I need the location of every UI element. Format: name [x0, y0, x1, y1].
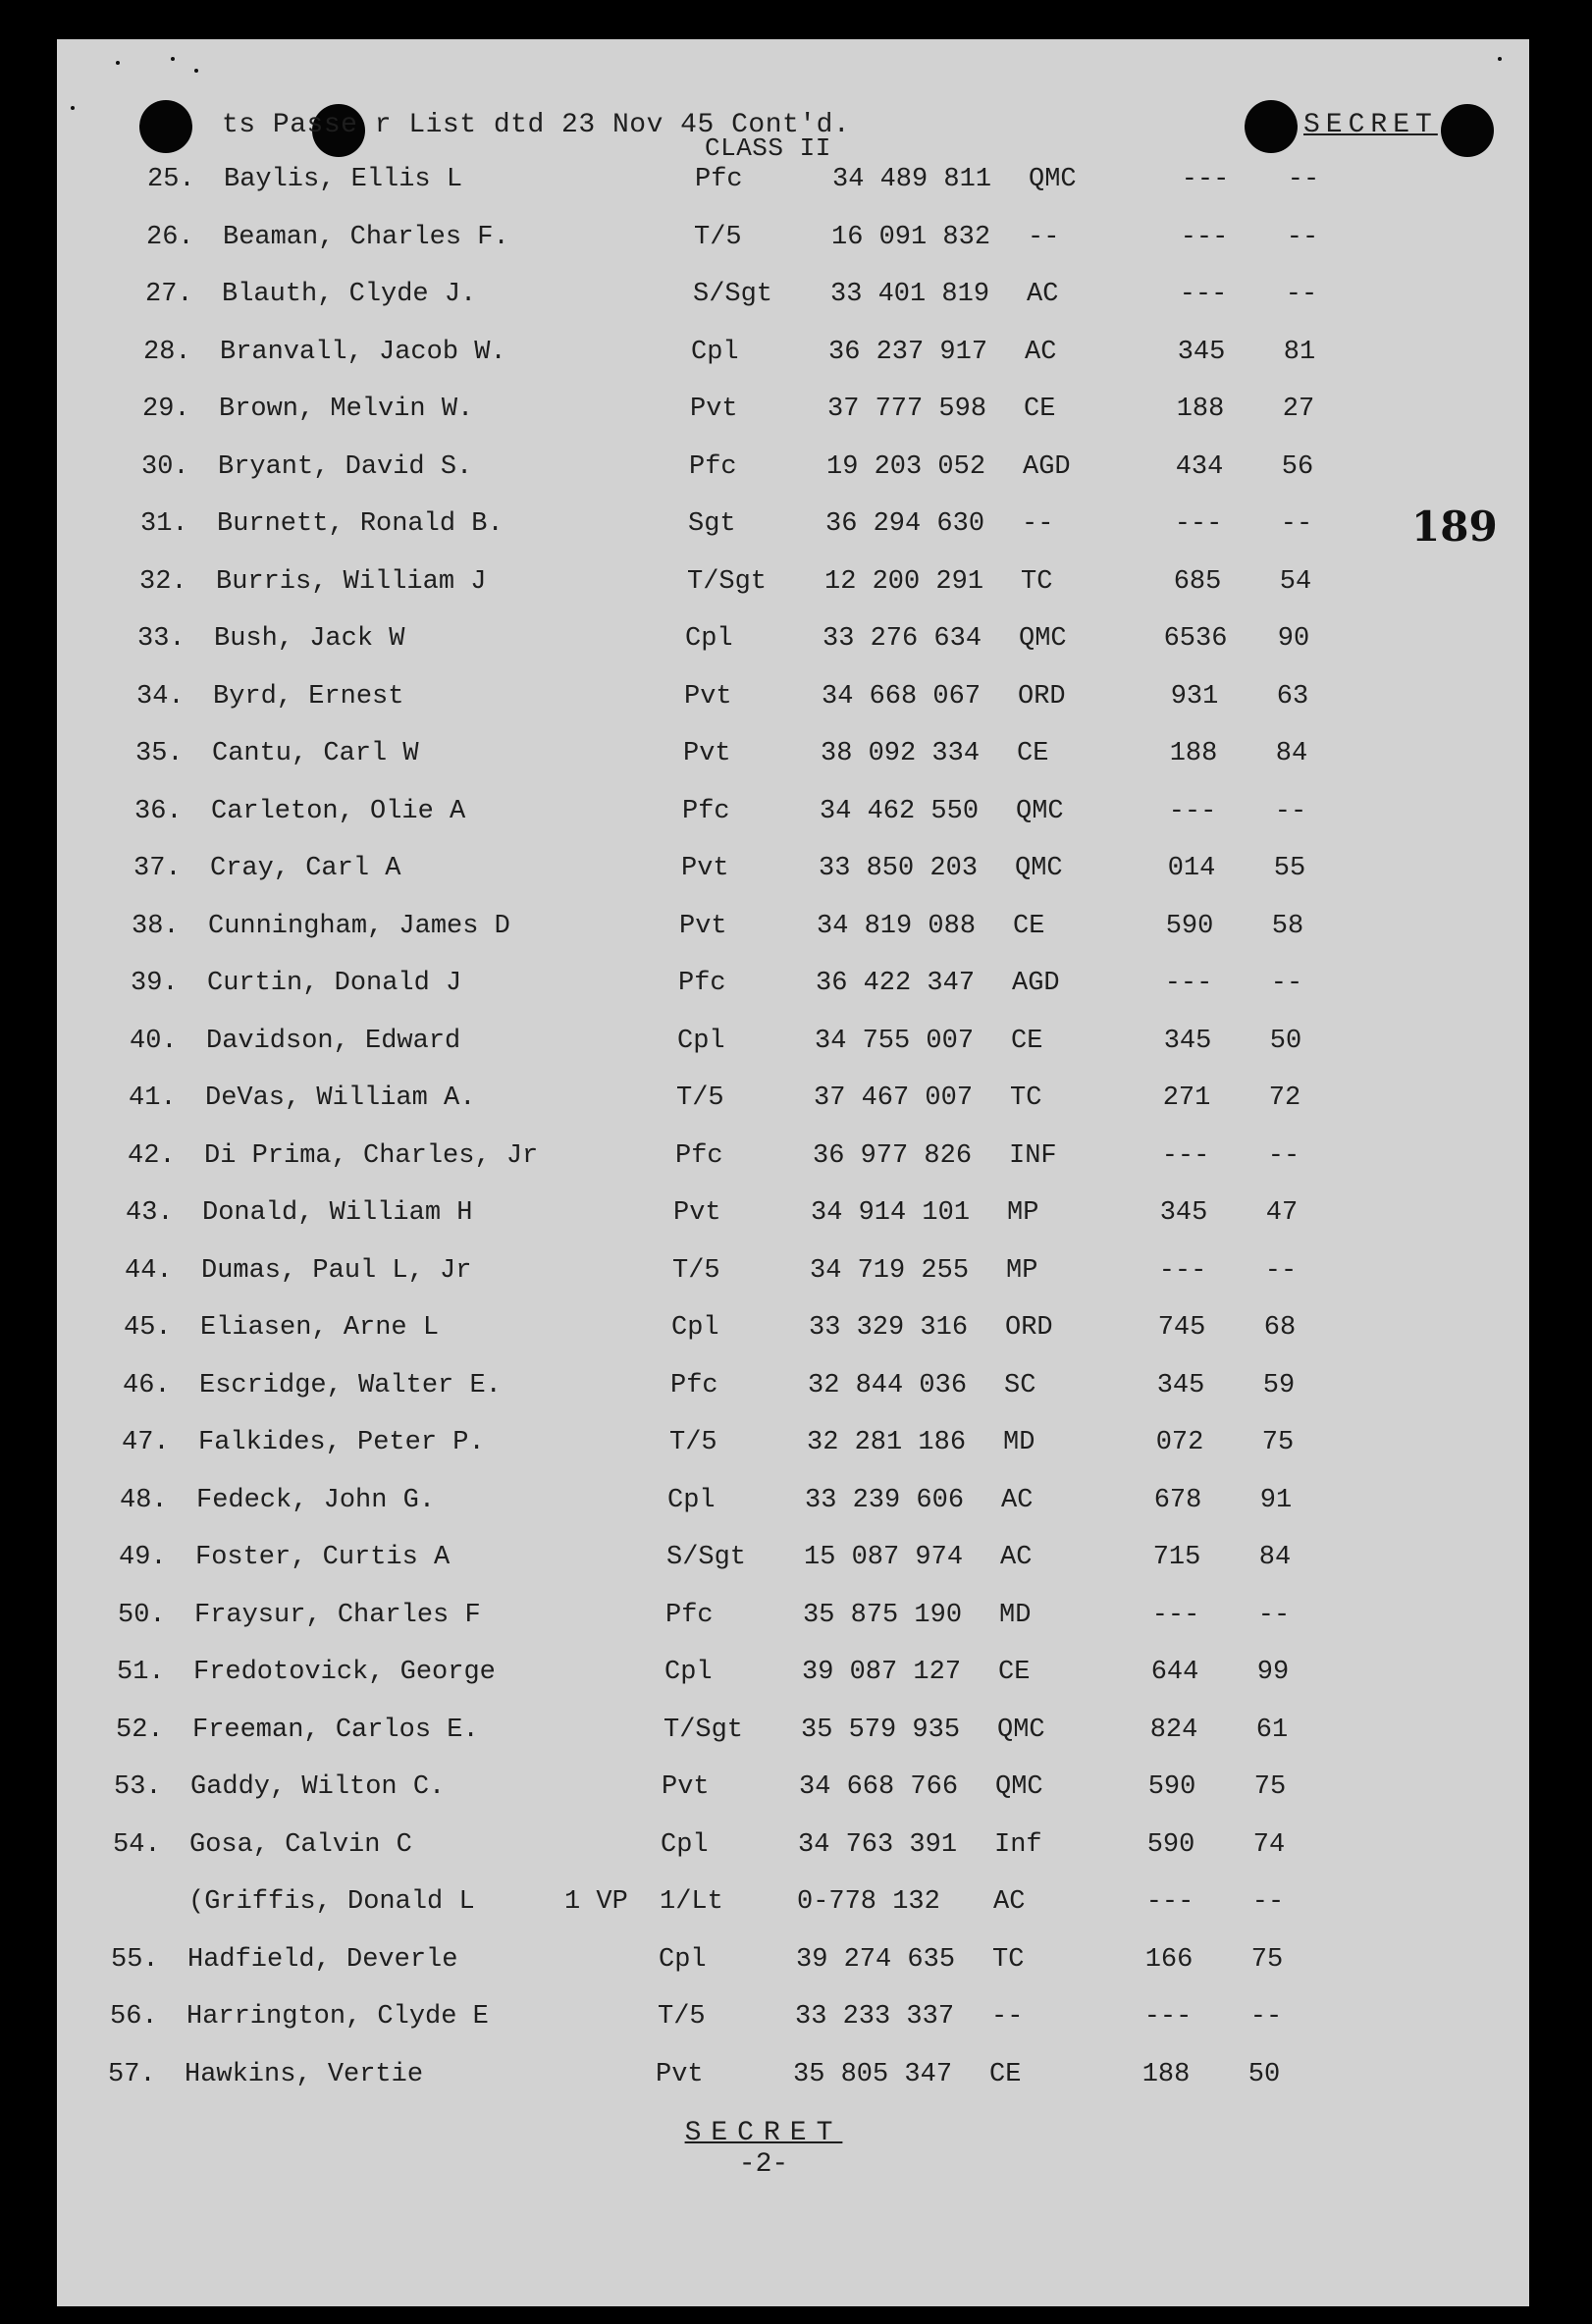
row-number: 27. — [145, 280, 193, 309]
person-name: Hawkins, Vertie — [185, 2059, 424, 2089]
code-a: 6536 — [1163, 624, 1228, 654]
table-row — [20, 2002, 1394, 2041]
person-name: Freeman, Carlos E. — [192, 1715, 479, 1745]
code-a: 745 — [1157, 1313, 1206, 1343]
code-b: 50 — [1247, 2059, 1281, 2089]
rank: Pfc — [678, 969, 726, 998]
table-row — [47, 624, 1421, 663]
rank: Cpl — [667, 1485, 716, 1515]
person-name: Foster, Curtis A — [195, 1543, 451, 1572]
rank: T/5 — [658, 2002, 706, 2032]
rank: Pvt — [679, 911, 727, 941]
serial-number: 34 819 088 — [817, 911, 977, 941]
table-row — [57, 165, 1431, 204]
serial-number: 36 294 630 — [825, 509, 985, 539]
code-b: 81 — [1283, 337, 1316, 367]
table-row — [53, 338, 1427, 377]
branch: AC — [1027, 280, 1059, 309]
branch: AGD — [1023, 451, 1071, 482]
rank: S/Sgt — [693, 280, 773, 309]
serial-number: 34 755 007 — [815, 1026, 975, 1056]
branch: SC — [1004, 1370, 1036, 1400]
row-number: 41. — [129, 1083, 177, 1113]
serial-number: 32 844 036 — [808, 1370, 968, 1400]
row-number: 31. — [140, 509, 188, 539]
code-a: 072 — [1155, 1428, 1204, 1457]
code-a: --- — [1168, 796, 1217, 826]
code-b: 75 — [1250, 1944, 1284, 1975]
person-name: Escridge, Walter E. — [199, 1370, 502, 1400]
serial-number: 0-778 132 — [797, 1887, 940, 1917]
person-name: Bryant, David S. — [218, 451, 473, 482]
speck — [1498, 57, 1502, 61]
person-name: Gaddy, Wilton C. — [190, 1772, 446, 1802]
row-number: 44. — [125, 1255, 173, 1286]
code-b: 90 — [1277, 624, 1310, 654]
row-number: 37. — [133, 854, 182, 883]
classification-footer: SECRET — [684, 2118, 843, 2148]
rank: T/5 — [672, 1255, 720, 1286]
serial-number: 34 668 766 — [799, 1772, 959, 1802]
document-header-title: ts Passe r List dtd 23 Nov 45 Cont'd. — [222, 110, 851, 140]
rank: Cpl — [685, 624, 733, 654]
row-number: 53. — [114, 1772, 162, 1802]
person-name: Cantu, Carl W — [212, 739, 419, 768]
serial-number: 36 237 917 — [828, 337, 988, 367]
code-a: 644 — [1150, 1658, 1199, 1687]
code-a: 678 — [1153, 1485, 1202, 1515]
serial-number: 36 422 347 — [816, 969, 976, 998]
code-b: 50 — [1269, 1026, 1302, 1056]
person-name: DeVas, William A. — [205, 1083, 476, 1113]
table-row — [52, 395, 1426, 434]
person-name: Burnett, Ronald B. — [217, 509, 504, 539]
branch: QMC — [997, 1715, 1045, 1745]
code-a: 271 — [1162, 1083, 1211, 1113]
code-b: 84 — [1275, 739, 1308, 768]
rank: 1/Lt — [660, 1887, 723, 1917]
code-a: 685 — [1173, 566, 1222, 597]
rank: Cpl — [691, 337, 739, 367]
serial-number: 34 914 101 — [811, 1198, 971, 1228]
code-a: 345 — [1159, 1198, 1208, 1228]
branch: INF — [1009, 1140, 1057, 1171]
table-row — [51, 452, 1425, 492]
person-name: Di Prima, Charles, Jr — [204, 1140, 539, 1171]
branch: -- — [1028, 222, 1060, 252]
code-a: 590 — [1165, 911, 1214, 941]
table-row — [45, 739, 1419, 778]
person-name: Curtin, Donald J — [207, 969, 462, 998]
row-number: 57. — [108, 2059, 156, 2089]
code-b: 55 — [1273, 854, 1306, 883]
branch: CE — [989, 2059, 1022, 2089]
table-row — [37, 1141, 1411, 1181]
serial-number: 32 281 186 — [807, 1428, 967, 1457]
row-number: 51. — [117, 1658, 165, 1687]
serial-number: 33 850 203 — [819, 854, 979, 883]
code-b: -- — [1285, 280, 1318, 309]
code-b: 91 — [1259, 1485, 1293, 1515]
serial-number: 35 805 347 — [793, 2059, 953, 2089]
rank: T/Sgt — [663, 1715, 744, 1745]
serial-number: 33 233 337 — [795, 2002, 955, 2032]
rank: Pvt — [656, 2059, 704, 2089]
table-row — [41, 912, 1415, 951]
code-a: 188 — [1176, 395, 1225, 424]
rank: Cpl — [659, 1944, 707, 1975]
person-name: Byrd, Ernest — [213, 681, 404, 712]
row-number: 42. — [128, 1140, 176, 1171]
code-b: -- — [1251, 1887, 1285, 1917]
row-number: 50. — [118, 1600, 166, 1630]
code-a: 715 — [1152, 1543, 1201, 1572]
rank: T/Sgt — [687, 566, 768, 597]
rank: Pvt — [673, 1198, 721, 1228]
row-number: 45. — [124, 1313, 172, 1343]
punch-hole — [139, 100, 192, 153]
code-b: -- — [1257, 1600, 1291, 1630]
code-b: -- — [1280, 509, 1313, 539]
branch: QMC — [995, 1772, 1043, 1802]
branch: AC — [993, 1887, 1026, 1917]
person-name: Carleton, Olie A — [211, 796, 466, 826]
serial-number: 34 719 255 — [810, 1255, 970, 1286]
branch: AC — [1025, 337, 1057, 367]
code-b: 47 — [1265, 1198, 1299, 1228]
serial-number: 34 462 550 — [820, 796, 980, 826]
row-number: 32. — [139, 566, 187, 597]
row-number: 43. — [126, 1198, 174, 1228]
person-name: Dumas, Paul L, Jr — [201, 1255, 472, 1286]
code-a: --- — [1145, 1887, 1194, 1917]
branch: TC — [992, 1944, 1025, 1975]
code-b: 59 — [1262, 1370, 1296, 1400]
speck — [71, 106, 75, 110]
document-page — [57, 39, 1529, 2306]
branch: ORD — [1005, 1313, 1053, 1343]
code-b: 56 — [1281, 451, 1314, 482]
page-stamp-number: 189 — [1411, 502, 1498, 551]
rank: Pvt — [684, 681, 732, 712]
branch: AC — [1000, 1543, 1033, 1572]
person-name: Hadfield, Deverle — [187, 1944, 458, 1975]
code-a: --- — [1151, 1600, 1200, 1630]
row-number: 48. — [120, 1485, 168, 1515]
person-name: Blauth, Clyde J. — [222, 280, 477, 309]
serial-number: 36 977 826 — [813, 1140, 973, 1171]
code-b: 72 — [1268, 1083, 1301, 1113]
row-number: 29. — [142, 395, 190, 424]
code-a: 014 — [1167, 854, 1216, 883]
table-row — [34, 1256, 1408, 1295]
serial-number: 39 087 127 — [802, 1658, 962, 1687]
code-a: --- — [1181, 165, 1230, 194]
table-row — [27, 1601, 1402, 1640]
person-name: Harrington, Clyde E — [186, 2002, 489, 2032]
serial-number: 33 401 819 — [830, 280, 990, 309]
table-row — [22, 1887, 1396, 1927]
branch: MD — [1003, 1428, 1035, 1457]
branch: AC — [1001, 1485, 1034, 1515]
row-number: 39. — [131, 969, 179, 998]
code-a: 345 — [1177, 337, 1226, 367]
person-name: Donald, William H — [202, 1198, 473, 1228]
serial-number: 15 087 974 — [804, 1543, 964, 1572]
table-row — [39, 1027, 1413, 1066]
person-name: Beaman, Charles F. — [223, 222, 509, 252]
rank: Pvt — [681, 854, 729, 883]
row-number: 56. — [110, 2002, 158, 2032]
speck — [116, 61, 120, 65]
person-name: Gosa, Calvin C — [189, 1829, 412, 1860]
rank: S/Sgt — [666, 1543, 747, 1572]
row-number: 26. — [146, 222, 194, 252]
person-name: Burris, William J — [216, 566, 487, 597]
serial-number: 37 467 007 — [814, 1083, 974, 1113]
person-name: Fraysur, Charles F — [194, 1600, 481, 1630]
branch: TC — [1021, 566, 1053, 597]
person-name: Falkides, Peter P. — [198, 1428, 485, 1457]
rank: T/5 — [669, 1428, 717, 1457]
table-row — [27, 1658, 1401, 1697]
table-row — [55, 280, 1429, 319]
rank: Cpl — [664, 1658, 713, 1687]
code-a: 188 — [1141, 2059, 1191, 2089]
rank: Cpl — [661, 1829, 709, 1860]
code-b: 75 — [1261, 1428, 1295, 1457]
rank: Cpl — [677, 1026, 725, 1056]
rank: Pvt — [662, 1772, 710, 1802]
row-number: 52. — [116, 1715, 164, 1745]
code-a: 590 — [1147, 1772, 1196, 1802]
rank: T/5 — [676, 1083, 724, 1113]
speck — [171, 57, 175, 61]
code-b: 68 — [1263, 1313, 1297, 1343]
serial-number: 33 239 606 — [805, 1485, 965, 1515]
branch: MP — [1007, 1198, 1039, 1228]
page-number: -2- — [738, 2149, 789, 2180]
code-b: -- — [1267, 1140, 1300, 1171]
row-number: 28. — [143, 337, 191, 367]
person-name: Brown, Melvin W. — [219, 395, 474, 424]
table-row — [49, 567, 1423, 607]
row-number: 40. — [130, 1026, 178, 1056]
code-a: 188 — [1169, 739, 1218, 768]
table-row — [38, 1083, 1412, 1123]
rank: Cpl — [671, 1313, 719, 1343]
rank: Pfc — [665, 1600, 714, 1630]
serial-number: 33 329 316 — [809, 1313, 969, 1343]
code-a: 166 — [1144, 1944, 1194, 1975]
table-row — [21, 1945, 1395, 1984]
row-number: 55. — [111, 1944, 159, 1975]
row-number: 49. — [119, 1543, 167, 1572]
branch: AGD — [1012, 969, 1060, 998]
serial-number: 12 200 291 — [824, 566, 984, 597]
rank: Pfc — [675, 1140, 723, 1171]
branch: -- — [991, 2002, 1024, 2032]
code-a: --- — [1161, 1140, 1210, 1171]
branch: MP — [1006, 1255, 1038, 1286]
serial-number: 39 274 635 — [796, 1944, 956, 1975]
table-row — [35, 1198, 1409, 1238]
row-number: 47. — [122, 1428, 170, 1457]
serial-number: 16 091 832 — [831, 222, 991, 252]
code-b: 74 — [1252, 1829, 1286, 1860]
branch: QMC — [1019, 624, 1067, 654]
row-number: 34. — [136, 681, 185, 712]
table-row — [43, 854, 1417, 893]
person-name: Eliasen, Arne L — [200, 1313, 440, 1343]
person-name: Davidson, Edward — [206, 1026, 461, 1056]
code-b: 61 — [1255, 1715, 1289, 1745]
code-b: 27 — [1282, 395, 1315, 424]
row-number: 38. — [132, 911, 180, 941]
punch-hole — [1245, 100, 1298, 153]
code-b: 99 — [1256, 1658, 1290, 1687]
code-b: 54 — [1279, 566, 1312, 597]
branch: QMC — [1015, 854, 1063, 883]
person-name: Fredotovick, George — [193, 1658, 496, 1687]
table-row — [24, 1772, 1398, 1812]
person-name: Cunningham, James D — [208, 911, 510, 941]
rank: Pvt — [690, 395, 738, 424]
branch: MD — [999, 1600, 1032, 1630]
code-b: -- — [1287, 165, 1320, 194]
table-row — [28, 1543, 1403, 1582]
table-row — [26, 1716, 1400, 1755]
rank: Pvt — [683, 739, 731, 768]
code-b: 63 — [1276, 681, 1309, 712]
class-label: CLASS II — [705, 133, 831, 163]
code-a: --- — [1174, 509, 1223, 539]
person-name: Fedeck, John G. — [196, 1485, 436, 1515]
rank: T/5 — [694, 222, 742, 252]
table-row — [46, 682, 1420, 721]
serial-number: 19 203 052 — [826, 451, 986, 482]
branch: CE — [1011, 1026, 1043, 1056]
rank: Sgt — [688, 509, 736, 539]
code-b: -- — [1249, 2002, 1283, 2032]
code-a: 345 — [1163, 1026, 1212, 1056]
branch: Inf — [994, 1829, 1042, 1860]
branch: ORD — [1018, 681, 1066, 712]
branch: QMC — [1029, 165, 1077, 194]
code-b: -- — [1270, 969, 1303, 998]
serial-number: 35 875 190 — [803, 1600, 963, 1630]
table-row — [18, 2060, 1392, 2099]
table-row — [50, 509, 1424, 549]
branch: CE — [1017, 739, 1049, 768]
table-row — [29, 1486, 1404, 1525]
punch-hole — [1441, 104, 1494, 157]
code-b: 75 — [1253, 1772, 1287, 1802]
table-row — [23, 1830, 1397, 1870]
code-b: 58 — [1271, 911, 1304, 941]
branch: CE — [1024, 395, 1056, 424]
person-name: Branvall, Jacob W. — [220, 337, 506, 367]
person-name: Cray, Carl A — [210, 854, 401, 883]
code-b: 84 — [1258, 1543, 1292, 1572]
code-a: --- — [1164, 969, 1213, 998]
rank: Pfc — [695, 165, 743, 194]
serial-number: 35 579 935 — [801, 1715, 961, 1745]
serial-number: 37 777 598 — [827, 395, 987, 424]
code-a: --- — [1180, 222, 1229, 252]
classification-header: SECRET — [1303, 110, 1438, 140]
serial-number: 34 763 391 — [798, 1829, 958, 1860]
branch: CE — [1013, 911, 1045, 941]
row-note: 1 VP — [564, 1887, 628, 1917]
code-b: -- — [1286, 222, 1319, 252]
serial-number: 33 276 634 — [823, 624, 982, 654]
row-number: 54. — [113, 1829, 161, 1860]
table-row — [31, 1428, 1406, 1467]
row-number: 25. — [147, 165, 195, 194]
rank: Pfc — [670, 1370, 718, 1400]
row-number: 36. — [134, 796, 183, 826]
table-row — [32, 1371, 1406, 1410]
row-number: 33. — [137, 624, 186, 654]
table-row — [40, 969, 1414, 1008]
code-a: --- — [1158, 1255, 1207, 1286]
table-row — [44, 797, 1418, 836]
code-a: 345 — [1156, 1370, 1205, 1400]
person-name: Baylis, Ellis L — [224, 165, 463, 194]
person-name: Bush, Jack W — [214, 624, 405, 654]
speck — [194, 69, 198, 73]
serial-number: 34 489 811 — [832, 165, 992, 194]
branch: TC — [1010, 1083, 1042, 1113]
branch: -- — [1022, 509, 1054, 539]
code-b: -- — [1264, 1255, 1298, 1286]
row-number: 30. — [141, 451, 189, 482]
code-a: 590 — [1146, 1829, 1195, 1860]
serial-number: 34 668 067 — [822, 681, 982, 712]
rank: Pfc — [689, 451, 737, 482]
serial-number: 38 092 334 — [821, 739, 981, 768]
branch: CE — [998, 1658, 1031, 1687]
code-b: -- — [1274, 796, 1307, 826]
branch: QMC — [1016, 796, 1064, 826]
person-name: (Griffis, Donald L — [188, 1887, 475, 1917]
row-number: 46. — [123, 1370, 171, 1400]
code-a: 931 — [1170, 681, 1219, 712]
table-row — [56, 223, 1430, 262]
row-number: 35. — [135, 739, 184, 768]
code-a: 434 — [1175, 451, 1224, 482]
rank: Pfc — [682, 796, 730, 826]
code-a: 824 — [1149, 1715, 1198, 1745]
table-row — [33, 1313, 1407, 1352]
code-a: --- — [1179, 280, 1228, 309]
code-a: --- — [1143, 2002, 1193, 2032]
